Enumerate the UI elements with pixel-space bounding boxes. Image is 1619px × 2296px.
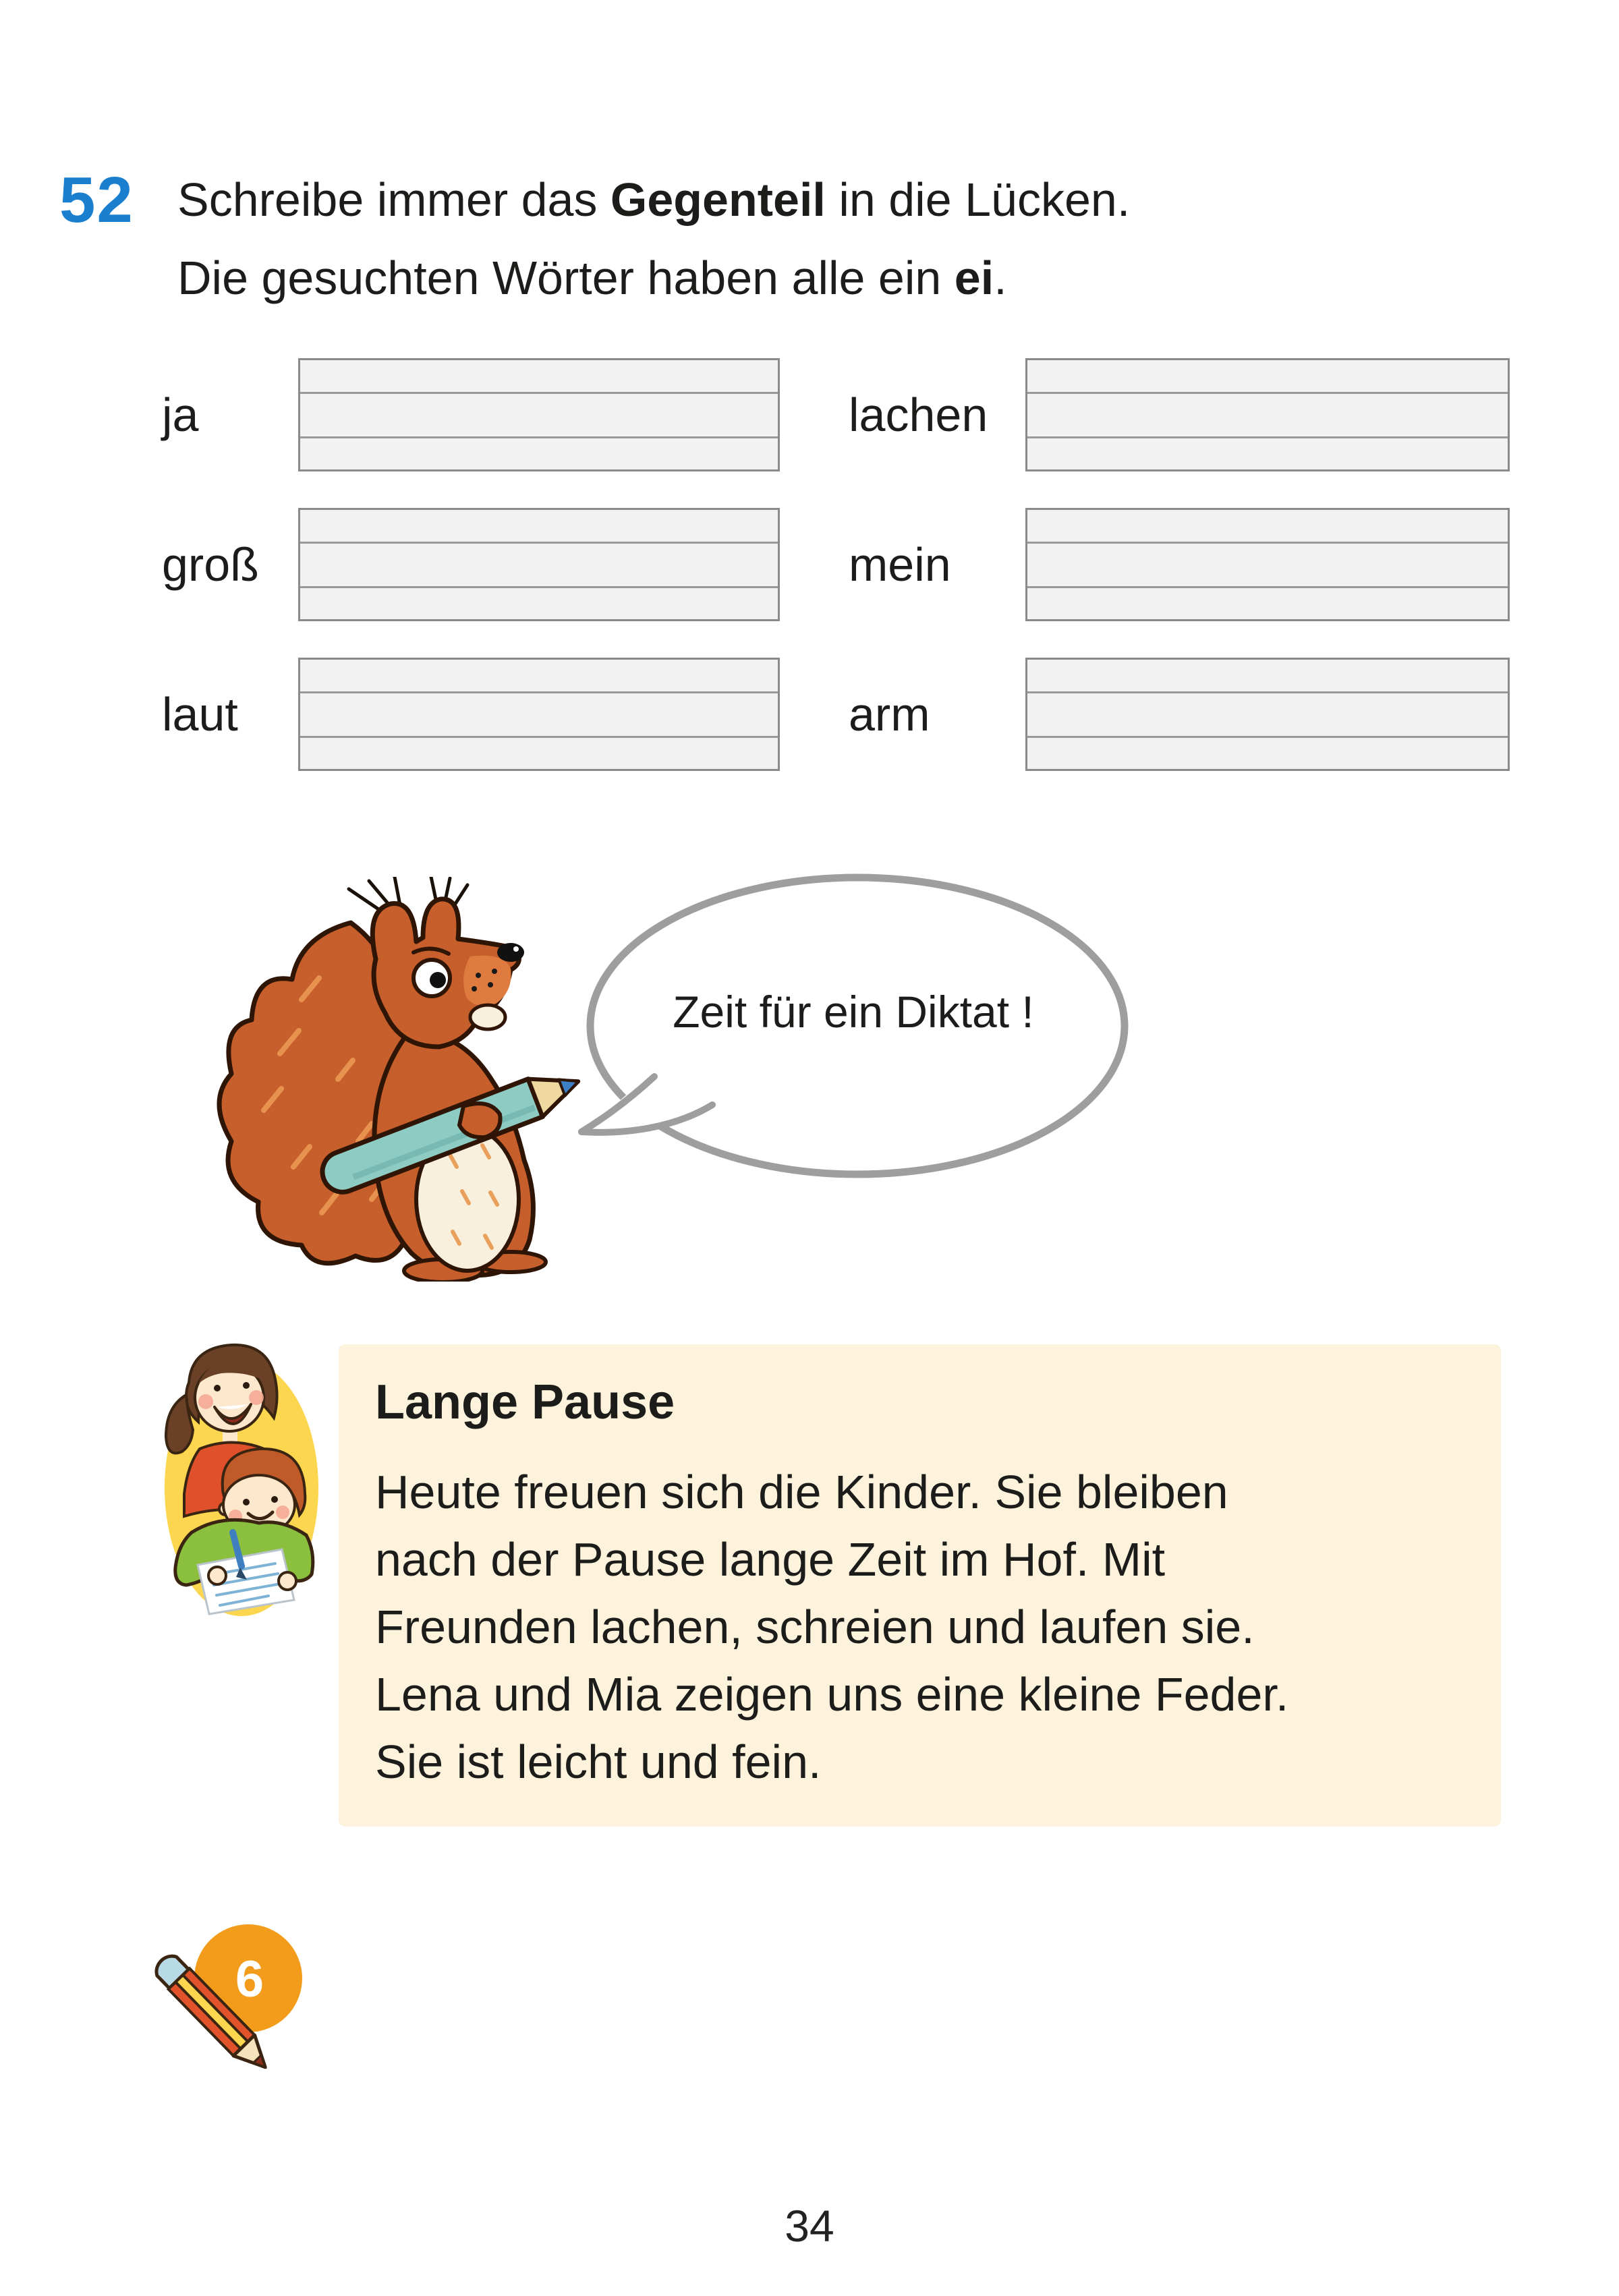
answer-box-gross[interactable] <box>298 508 780 621</box>
writing-guideline <box>300 436 778 438</box>
answer-box-arm[interactable] <box>1025 658 1510 771</box>
dictation-line: Sie ist leicht und fein. <box>375 1735 822 1788</box>
instruction-text: Die gesuchten Wörter haben alle ein <box>177 252 955 304</box>
answer-box-lachen[interactable] <box>1025 358 1510 471</box>
writing-guideline <box>1027 392 1508 394</box>
writing-guideline <box>300 542 778 544</box>
instruction-text: Schreibe immer das <box>177 173 610 226</box>
word-label-gross: groß <box>162 538 259 591</box>
exercise-instruction <box>177 161 1130 317</box>
dictation-line: Lena und Mia zeigen uns eine kleine Feder. <box>375 1668 1289 1721</box>
instruction-bold-word: Gegenteil <box>610 173 826 226</box>
writing-guideline <box>300 586 778 588</box>
exercise-number: 52 <box>59 164 134 236</box>
score-badge-value: 6 <box>235 1950 264 2008</box>
word-label-arm: arm <box>849 688 930 741</box>
instruction-text: in die Lücken. <box>825 173 1131 226</box>
page-number: 34 <box>785 2201 834 2251</box>
dictation-title: Lange Pause <box>375 1375 675 1429</box>
speech-bubble-text: Zeit für ein Diktat ! <box>673 987 1034 1037</box>
dictation-line: nach der Pause lange Zeit im Hof. Mit <box>375 1533 1166 1586</box>
word-label-lachen: lachen <box>849 389 988 441</box>
mother-and-child-illustration <box>147 1342 349 1659</box>
writing-guideline <box>1027 542 1508 544</box>
writing-guideline <box>1027 691 1508 693</box>
writing-guideline <box>1027 736 1508 738</box>
speech-bubble <box>575 855 1148 1223</box>
instruction-line-1 <box>177 161 1130 239</box>
writing-guideline <box>300 392 778 394</box>
squirrel-paw <box>459 1103 501 1137</box>
answer-box-ja[interactable] <box>298 358 780 471</box>
instruction-line-2 <box>177 239 1130 317</box>
word-label-laut: laut <box>162 688 238 741</box>
dictation-line: Freunden lachen, schreien und laufen sie. <box>375 1601 1255 1653</box>
writing-guideline <box>1027 436 1508 438</box>
instruction-bold-word: ei <box>954 252 994 304</box>
dictation-line: Heute freuen sich die Kinder. Sie bleiben <box>375 1466 1228 1518</box>
writing-guideline <box>300 691 778 693</box>
word-label-mein: mein <box>849 538 951 591</box>
word-label-ja: ja <box>162 389 199 441</box>
dictation-text <box>375 1458 1475 1796</box>
squirrel-mascot-illustration <box>199 877 617 1282</box>
answer-box-mein[interactable] <box>1025 508 1510 621</box>
writing-guideline <box>300 736 778 738</box>
writing-guideline <box>1027 586 1508 588</box>
answer-box-laut[interactable] <box>298 658 780 771</box>
instruction-text: . <box>994 252 1007 304</box>
